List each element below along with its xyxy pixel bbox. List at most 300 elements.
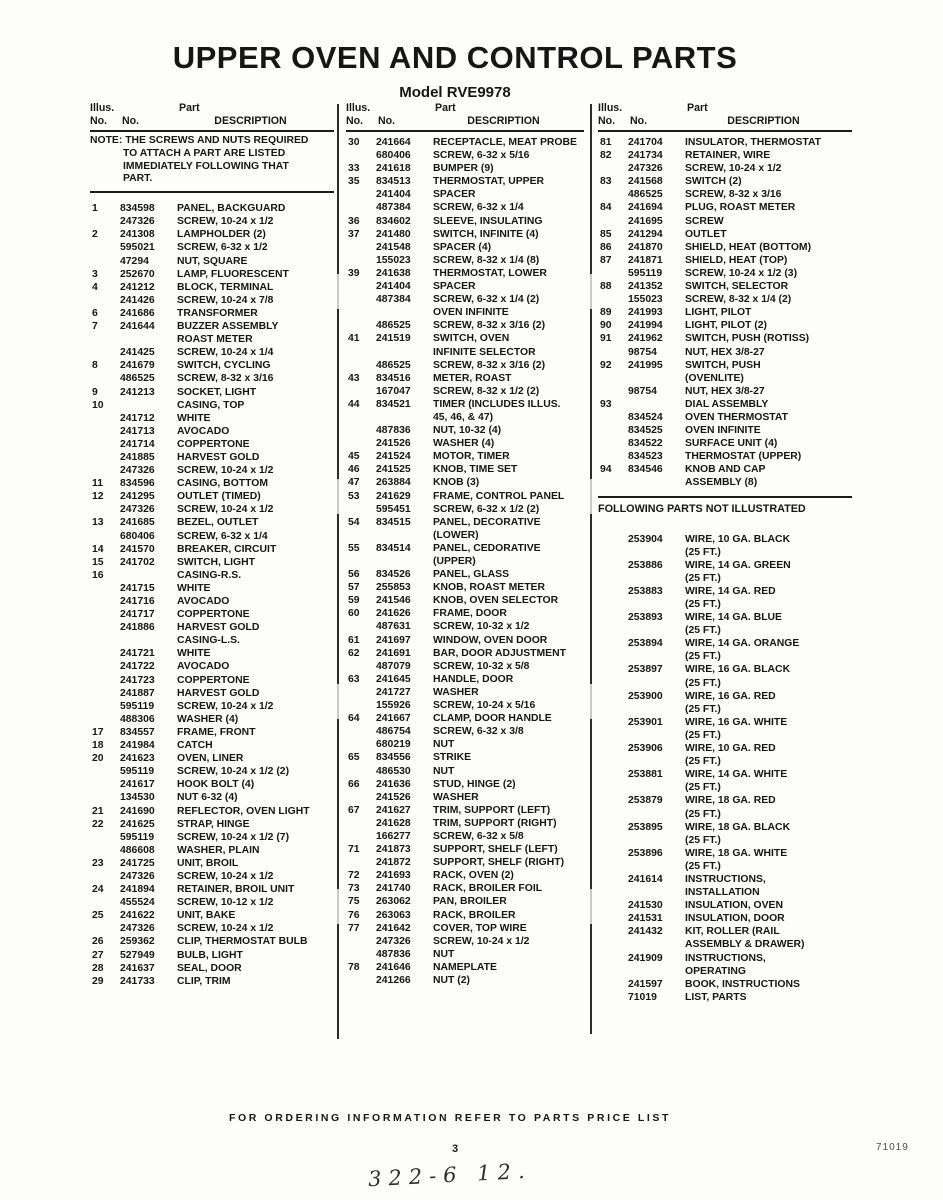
part-description: (25 FT.) [685,729,721,741]
illus-no: 66 [348,778,360,790]
part-description: BLOCK, TERMINAL [177,281,274,293]
parts-row [346,882,584,895]
part-description: SWITCH, PUSH (ROTISS) [685,333,810,345]
part-no: 486525 [376,320,411,332]
part-description: OVEN THERMOSTAT [685,411,788,423]
part-description: PLUG, ROAST METER [685,202,796,214]
illus-no: 75 [348,896,360,908]
part-no: 834598 [120,203,155,215]
part-no: 241617 [120,779,155,791]
parts-row [346,804,584,817]
part-no: 241519 [376,333,411,345]
header-no: No. [346,115,364,127]
parts-row [598,385,852,398]
part-description: WIRE, 14 GA. ORANGE [685,638,800,650]
part-description: WASHER [433,791,479,803]
illus-no [598,450,628,463]
header-no: No. [90,115,108,127]
part-description: SCREW, 8-32 x 3/16 [177,373,274,385]
part-description: SUPPORT, SHELF (LEFT) [433,844,558,856]
part-no: 241266 [376,975,411,986]
illus-no: 94 [600,464,612,476]
illus-no [346,620,376,633]
part-no: 680406 [376,150,411,162]
illus-no [90,425,120,438]
part-no: 241984 [120,740,155,752]
part-no [376,306,433,319]
illus-no: 27 [92,949,104,961]
part-no: 595119 [628,267,663,279]
part-description: CLIP, THERMOSTAT BULB [177,936,308,948]
parts-row [346,765,584,778]
part-no: 166277 [376,830,411,842]
part-no: 241426 [120,294,155,306]
parts-row [90,739,334,752]
part-no: 241727 [376,686,411,698]
part-description: STRIKE [433,752,472,764]
part-description: WIRE, 14 GA. RED [685,585,776,597]
part-description: COVER, TOP WIRE [433,922,527,934]
part-description: SCREW, 8-32 x 1/4 (2) [685,294,792,306]
part-description: TRIM, SUPPORT (LEFT) [433,804,551,816]
parts-row [90,255,334,268]
parts-row [90,530,334,543]
illus-no [346,346,376,359]
illus-no [598,873,628,886]
part-description: (25 FT.) [685,756,721,768]
parts-row [346,162,584,175]
part-description: INSULATION, DOOR [685,913,785,925]
illus-no [598,755,628,768]
part-description: PANEL, CEDORATIVE [433,542,541,554]
part-no [120,333,177,346]
parts-row [90,241,334,254]
parts-row [90,883,334,896]
illus-no: 60 [348,608,360,620]
parts-row [346,712,584,725]
parts-row [346,450,584,463]
parts-row [90,831,334,844]
illus-no [598,978,628,991]
part-no: 253894 [628,638,663,650]
parts-row [90,202,334,215]
part-no: 241704 [628,137,663,148]
part-description: SCREW, 8-32 x 3/16 (2) [433,320,546,332]
part-description: HARVEST GOLD [177,687,260,699]
parts-row [598,398,852,411]
part-description: (25 FT.) [685,572,721,584]
part-description: THERMOSTAT (UPPER) [685,451,802,463]
illus-no [598,293,628,306]
part-no: 241295 [120,491,155,503]
part-no: 834557 [120,726,155,738]
part-description: ROAST METER [177,334,253,346]
part-description: SCREW, 10-24 x 5/16 [433,700,536,712]
part-no: 241693 [376,870,411,882]
parts-row [90,805,334,818]
part-description: SCREW, 6-32 x 5/8 [433,830,524,842]
header-part: Part [435,102,456,114]
part-no: 241636 [376,778,411,790]
part-no [376,529,433,542]
part-description: CASING-L.S. [177,635,240,647]
column-divider [337,104,339,1039]
part-no: 488306 [120,713,155,725]
column-divider [590,104,592,1034]
part-no: 241425 [120,347,155,359]
part-no: 241734 [628,150,663,162]
illus-no [598,821,628,834]
part-no: 241887 [120,687,155,699]
illus-no [598,346,628,359]
part-no: 241691 [376,647,411,659]
part-description: SCREW, 10-24 x 1/2 [177,700,274,712]
illus-no [598,677,628,690]
part-description: SCREW, 10-32 x 1/2 [433,621,530,633]
part-description: THERMOSTAT, LOWER [433,267,547,279]
part-no: 241404 [376,281,411,293]
part-description: (UPPER) [433,556,476,567]
illus-no [90,333,120,346]
part-no: 241712 [120,412,155,424]
part-description: BAR, DOOR ADJUSTMENT [433,647,566,659]
part-no: 241212 [120,281,155,293]
parts-row [598,293,852,306]
part-description: RACK, BROILER [433,909,516,921]
part-no [628,886,685,899]
parts-row [346,778,584,791]
parts-row [90,674,334,687]
part-description: WIRE, 18 GA. BLACK [685,821,791,833]
illus-no: 89 [600,307,612,319]
header-no: No. [122,115,140,127]
part-description: NUT [433,948,455,960]
parts-row [346,542,584,555]
part-no [628,476,685,489]
part-no: 155023 [628,294,663,306]
header-no: No. [630,115,648,127]
illus-no: 93 [600,398,612,410]
parts-row [90,621,334,634]
illus-no [90,595,120,608]
part-no: 253883 [628,585,663,597]
illus-no: 22 [92,818,104,830]
illus-no: 26 [92,936,104,948]
parts-row [90,294,334,307]
parts-row [346,935,584,948]
part-description: NUT [433,765,455,777]
header-description: DESCRIPTION [727,115,800,127]
part-no: 241995 [628,359,663,371]
parts-row [346,791,584,804]
part-no: 241627 [376,804,411,816]
part-description: SCREW, 10-24 x 7/8 [177,294,274,306]
illus-no: 7 [92,321,98,333]
part-description: BEZEL, OUTLET [177,517,259,529]
part-no [628,546,685,559]
part-description: PAN, BROILER [433,896,507,908]
parts-row [346,909,584,922]
illus-no: 16 [92,569,104,581]
illus-no [90,503,120,516]
illus-no: 36 [348,215,360,227]
part-description: KNOB AND CAP [685,464,766,476]
parts-row [598,228,852,241]
parts-row [598,450,852,463]
part-no: 253886 [628,559,663,571]
part-no: 253904 [628,533,663,545]
part-description: FRAME, DOOR [433,608,507,620]
part-description: HANDLE, DOOR [433,673,514,685]
part-description: WASHER [433,686,479,698]
column-header [90,102,334,132]
part-no: 241294 [628,228,663,240]
parts-row [90,975,334,988]
illus-no: 88 [600,281,612,293]
parts-row [598,280,852,293]
illus-no: 57 [348,582,360,594]
part-description: THERMOSTAT, UPPER [433,176,545,188]
part-no: 241480 [376,228,411,240]
illus-no [346,306,376,319]
part-description: SPACER [433,281,476,293]
parts-rows [346,132,584,987]
part-description: INSTRUCTIONS, [685,952,766,964]
illus-no [598,716,628,729]
illus-no [90,778,120,791]
part-no: 241644 [120,321,155,333]
parts-row [598,559,852,572]
part-description: SWITCH (2) [685,176,742,188]
header-part: Part [687,102,708,114]
part-no: 241645 [376,673,411,685]
part-no: 834525 [628,425,663,437]
illus-no [598,624,628,637]
document-number: 71019 [876,1142,909,1153]
part-description: WIRE, 10 GA. BLACK [685,533,791,545]
part-no: 487836 [376,425,411,437]
illus-no: 44 [348,398,360,410]
illus-no: 92 [600,359,612,371]
part-description: (25 FT.) [685,677,721,689]
part-no: 486525 [120,373,155,385]
part-no [628,624,685,637]
illus-no [598,188,628,201]
header-no: No. [598,115,616,127]
part-description: RACK, BROILER FOIL [433,883,543,895]
illus-no: 56 [348,569,360,581]
parts-row [598,411,852,424]
part-description: DIAL ASSEMBLY [685,398,769,410]
parts-row [346,856,584,869]
part-description: WIRE, 14 GA. WHITE [685,769,788,781]
parts-column-1 [90,102,334,988]
part-description: SCREW, 6-32 x 1/2 (2) [433,503,540,515]
part-no: 241548 [376,241,411,253]
part-description: SWITCH, PUSH [685,359,761,371]
parts-row [346,516,584,529]
parts-row [90,228,334,241]
header-description: DESCRIPTION [467,115,540,127]
part-no: 98754 [628,385,657,397]
parts-row [346,647,584,660]
part-description: (25 FT.) [685,703,721,715]
part-no: 241894 [120,884,155,896]
header-illus: Illus. [346,102,371,114]
part-no: 241686 [120,307,155,319]
ordering-note: FOR ORDERING INFORMATION REFER TO PARTS PRICE LIST [228,1112,672,1124]
part-description: LAMPHOLDER (2) [177,229,266,241]
part-no: 834556 [376,752,411,764]
illus-no [90,844,120,857]
part-description: BUZZER ASSEMBLY [177,321,279,333]
part-no: 98754 [628,346,657,358]
part-description: SOCKET, LIGHT [177,386,257,398]
part-no [628,965,685,978]
parts-row [346,149,584,162]
parts-row [598,742,852,755]
part-description: SCREW, 6-32 x 1/4 [433,202,524,214]
part-no: 241524 [376,451,411,463]
part-no: 247326 [120,923,155,935]
parts-row [598,332,852,345]
illus-no: 18 [92,740,104,752]
section-heading: FOLLOWING PARTS NOT ILLUSTRATED [598,502,806,515]
illus-no [598,437,628,450]
part-description: CASING, BOTTOM [177,478,269,490]
illus-no: 81 [600,137,612,148]
illus-no [90,255,120,268]
illus-no [90,674,120,687]
part-description: SUPPORT, SHELF (RIGHT) [433,857,565,869]
part-no: 253879 [628,795,663,807]
part-description: SCREW, 6-32 x 1/4 (2) [433,294,540,306]
parts-row [346,280,584,293]
illus-no: 87 [600,254,612,266]
parts-row [598,149,852,162]
parts-row [346,267,584,280]
illus-no [598,162,628,175]
parts-row [90,700,334,713]
parts-row [90,556,334,569]
illus-no: 1 [92,203,98,215]
illus-no [90,294,120,307]
part-no: 247326 [120,216,155,228]
part-no: 241873 [376,844,411,856]
part-no: 241993 [628,307,663,319]
part-no: 241614 [628,873,663,885]
parts-row [90,687,334,700]
part-description: SCREW, 6-32 x 1/4 [177,530,268,542]
part-description: TRIM, SUPPORT (RIGHT) [433,817,557,829]
parts-row [346,922,584,935]
parts-row [598,768,852,781]
illus-no: 73 [348,883,360,895]
illus-no: 85 [600,228,612,240]
parts-row [346,228,584,241]
illus-no: 12 [92,491,104,503]
part-description: (25 FT.) [685,860,721,872]
part-description: SCREW, 10-24 x 1/4 [177,347,274,359]
part-description: REFLECTOR, OVEN LIGHT [177,805,310,817]
parts-row [598,267,852,280]
part-description: (25 FT.) [685,808,721,820]
parts-row [90,268,334,281]
part-no: 487384 [376,294,411,306]
illus-no [90,412,120,425]
illus-no [90,713,120,726]
part-no: 527949 [120,949,155,961]
illus-no: 8 [92,360,98,372]
part-no: 486754 [376,726,411,738]
part-no [628,729,685,742]
illus-no: 67 [348,804,360,816]
illus-no [346,948,376,961]
part-description: SCREW, 8-32 x 1/2 (2) [433,385,540,397]
part-no: 241886 [120,622,155,634]
part-description: HOOK BOLT (4) [177,779,255,791]
illus-no [598,637,628,650]
illus-no: 35 [348,176,360,188]
header-illus: Illus. [598,102,623,114]
part-no: 247326 [628,163,663,175]
illus-no: 20 [92,753,104,765]
part-no: 241697 [376,634,411,646]
illus-no: 33 [348,163,360,175]
part-no: 241885 [120,451,155,463]
part-description: FRAME, FRONT [177,726,256,738]
part-no: 241526 [376,791,411,803]
parts-row [598,650,852,663]
parts-row [598,794,852,807]
illus-no [598,925,628,938]
part-description: SCREW, 10-24 x 1/2 (7) [177,831,290,843]
part-no [628,703,685,716]
illus-no: 13 [92,517,104,529]
illus-no [346,791,376,804]
illus-no [90,215,120,228]
header-no: No. [378,115,396,127]
illus-no [346,555,376,568]
parts-row [598,162,852,175]
part-no: 241740 [376,883,411,895]
part-no: 241638 [376,267,411,279]
part-description: BULB, LIGHT [177,949,243,961]
parts-row [346,201,584,214]
part-description: (25 FT.) [685,599,721,610]
part-no: 241628 [376,817,411,829]
parts-row [346,673,584,686]
parts-row [90,464,334,477]
illus-no [346,359,376,372]
parts-row [346,699,584,712]
part-description: NUT, SQUARE [177,255,248,267]
part-no: 241685 [120,517,155,529]
part-no: 241526 [376,438,411,450]
part-no: 241725 [120,857,155,869]
part-description: INSULATOR, THERMOSTAT [685,137,822,148]
illus-no [346,503,376,516]
part-no [376,346,433,359]
parts-row [598,965,852,978]
illus-no [346,856,376,869]
parts-row [598,319,852,332]
part-description: KNOB, ROAST METER [433,582,545,594]
part-no: 241702 [120,556,155,568]
part-no: 595451 [376,503,411,515]
part-description: SCREW, 10-24 x 1/2 [177,216,274,228]
part-description: SCREW, 8-32 x 3/16 (2) [433,359,546,371]
